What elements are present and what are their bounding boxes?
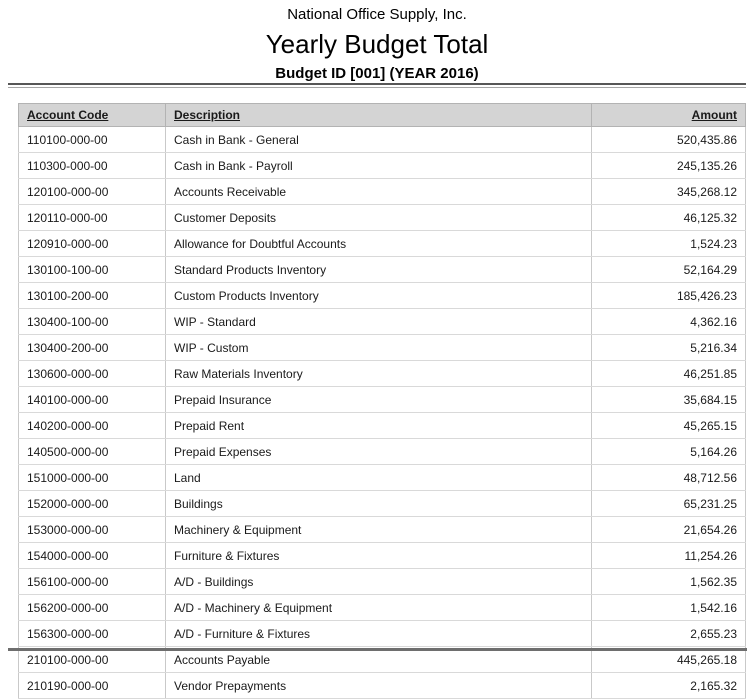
account-code-cell: 156300-000-00	[19, 621, 166, 647]
amount-cell: 46,125.32	[592, 205, 746, 231]
account-code-cell: 130600-000-00	[19, 361, 166, 387]
table-row	[19, 413, 746, 439]
table-body	[19, 127, 746, 699]
account-code-cell: 120100-000-00	[19, 179, 166, 205]
account-code-cell: 151000-000-00	[19, 465, 166, 491]
amount-cell: 345,268.12	[592, 179, 746, 205]
account-code-cell: 210190-000-00	[19, 673, 166, 699]
table-row	[19, 621, 746, 647]
table-row	[19, 283, 746, 309]
table-row	[19, 205, 746, 231]
amount-cell: 5,216.34	[592, 335, 746, 361]
account-code-cell: 153000-000-00	[19, 517, 166, 543]
budget-table	[18, 103, 746, 699]
description-cell: Machinery & Equipment	[166, 517, 592, 543]
account-code-cell: 110300-000-00	[19, 153, 166, 179]
description-cell: Prepaid Expenses	[166, 439, 592, 465]
description-cell: Custom Products Inventory	[166, 283, 592, 309]
description-cell: Allowance for Doubtful Accounts	[166, 231, 592, 257]
description-cell: Accounts Payable	[166, 647, 592, 673]
amount-cell: 1,542.16	[592, 595, 746, 621]
table-row	[19, 179, 746, 205]
description-cell: Buildings	[166, 491, 592, 517]
amount-cell: 520,435.86	[592, 127, 746, 153]
table-row	[19, 465, 746, 491]
account-code-cell: 130400-100-00	[19, 309, 166, 335]
description-cell: Standard Products Inventory	[166, 257, 592, 283]
amount-cell: 52,164.29	[592, 257, 746, 283]
account-code-cell: 140500-000-00	[19, 439, 166, 465]
company-name: National Office Supply, Inc.	[287, 6, 467, 23]
column-header-amount: Amount	[592, 104, 746, 127]
description-cell: WIP - Standard	[166, 309, 592, 335]
account-code-cell: 130400-200-00	[19, 335, 166, 361]
report-header	[0, 0, 754, 83]
table-row	[19, 439, 746, 465]
description-cell: Accounts Receivable	[166, 179, 592, 205]
header-divider	[8, 83, 746, 88]
table-row	[19, 127, 746, 153]
amount-cell: 1,562.35	[592, 569, 746, 595]
description-cell: Vendor Prepayments	[166, 673, 592, 699]
account-code-cell: 154000-000-00	[19, 543, 166, 569]
table-row	[19, 491, 746, 517]
table-row	[19, 517, 746, 543]
account-code-cell: 120910-000-00	[19, 231, 166, 257]
description-cell: Customer Deposits	[166, 205, 592, 231]
table-row	[19, 595, 746, 621]
amount-cell: 1,524.23	[592, 231, 746, 257]
table-row	[19, 569, 746, 595]
description-cell: Cash in Bank - Payroll	[166, 153, 592, 179]
amount-cell: 4,362.16	[592, 309, 746, 335]
amount-cell: 21,654.26	[592, 517, 746, 543]
account-code-cell: 120110-000-00	[19, 205, 166, 231]
account-code-cell: 210100-000-00	[19, 647, 166, 673]
table-row	[19, 387, 746, 413]
account-code-cell: 156100-000-00	[19, 569, 166, 595]
account-code-cell: 140200-000-00	[19, 413, 166, 439]
table-row	[19, 361, 746, 387]
amount-cell: 2,165.32	[592, 673, 746, 699]
amount-cell: 185,426.23	[592, 283, 746, 309]
account-code-cell: 156200-000-00	[19, 595, 166, 621]
table-row	[19, 153, 746, 179]
amount-cell: 245,135.26	[592, 153, 746, 179]
table-row	[19, 543, 746, 569]
description-cell: WIP - Custom	[166, 335, 592, 361]
account-code-cell: 110100-000-00	[19, 127, 166, 153]
description-cell: Land	[166, 465, 592, 491]
description-cell: Prepaid Rent	[166, 413, 592, 439]
amount-cell: 48,712.56	[592, 465, 746, 491]
account-code-cell: 130100-200-00	[19, 283, 166, 309]
account-code-cell: 152000-000-00	[19, 491, 166, 517]
description-cell: Raw Materials Inventory	[166, 361, 592, 387]
amount-cell: 65,231.25	[592, 491, 746, 517]
table-row	[19, 335, 746, 361]
description-cell: A/D - Furniture & Fixtures	[166, 621, 592, 647]
amount-cell: 5,164.26	[592, 439, 746, 465]
table-row	[19, 231, 746, 257]
amount-cell: 445,265.18	[592, 647, 746, 673]
table-row	[19, 309, 746, 335]
account-code-cell: 130100-100-00	[19, 257, 166, 283]
report-subtitle: Budget ID [001] (YEAR 2016)	[275, 65, 479, 82]
description-cell: A/D - Machinery & Equipment	[166, 595, 592, 621]
table-header-row	[19, 104, 746, 127]
column-header-account-code: Account Code	[19, 104, 166, 127]
amount-cell: 35,684.15	[592, 387, 746, 413]
description-cell: Prepaid Insurance	[166, 387, 592, 413]
description-cell: A/D - Buildings	[166, 569, 592, 595]
table-row	[19, 673, 746, 699]
amount-cell: 11,254.26	[592, 543, 746, 569]
description-cell: Furniture & Fixtures	[166, 543, 592, 569]
amount-cell: 46,251.85	[592, 361, 746, 387]
description-cell: Cash in Bank - General	[166, 127, 592, 153]
table-row	[19, 257, 746, 283]
amount-cell: 2,655.23	[592, 621, 746, 647]
amount-cell: 45,265.15	[592, 413, 746, 439]
page-title: Yearly Budget Total	[265, 29, 489, 59]
column-header-description: Description	[166, 104, 592, 127]
account-code-cell: 140100-000-00	[19, 387, 166, 413]
page-bottom-edge	[8, 648, 747, 651]
